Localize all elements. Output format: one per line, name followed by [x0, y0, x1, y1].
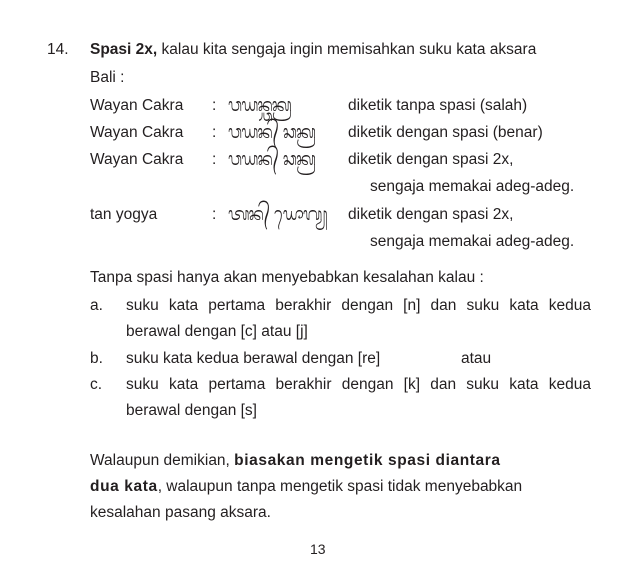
heading-line-2: Bali : — [90, 69, 125, 86]
example-note: diketik dengan spasi 2x, — [348, 206, 514, 223]
condition-text-or: atau — [461, 350, 492, 367]
condition-text: suku kata kedua berawal dengan [re] — [126, 350, 381, 367]
closing-line-3: kesalahan pasang aksara. — [90, 504, 271, 521]
example-balinese: ᬢᬦ᭄ ᬬᭀᬕ᭄ᬬ — [228, 204, 327, 225]
example-balinese: ᬯᬬᬦ᭄ᬘᬓ᭄ᬭ — [228, 95, 291, 116]
closing-post: , walaupun tanpa mengetik spasi tidak menyebabkan — [157, 478, 523, 495]
closing-emphasis-1: biasakan mengetik spasi diantara — [234, 452, 501, 469]
closing-line-1 — [90, 452, 501, 470]
page-number: 13 — [310, 541, 326, 557]
closing-pre: Walaupun demikian, — [90, 452, 235, 469]
heading-line — [90, 41, 536, 59]
item-number: 14. — [47, 41, 69, 58]
condition-letter: c. — [90, 376, 103, 393]
example-latin: Wayan Cakra — [90, 151, 184, 168]
example-note: diketik tanpa spasi (salah) — [348, 97, 528, 114]
example-latin: Wayan Cakra — [90, 97, 184, 114]
heading-text: kalau kita sengaja ingin memisahkan suku kata aksara — [157, 41, 537, 58]
condition-text-2: berawal dengan [c] atau [j] — [126, 323, 308, 340]
example-note-2: sengaja memakai adeg-adeg. — [370, 233, 575, 250]
example-note-2: sengaja memakai adeg-adeg. — [370, 178, 575, 195]
heading-term: Spasi 2x, — [90, 41, 158, 58]
condition-text: suku kata pertama berakhir dengan [n] dan suku kata kedua — [126, 297, 591, 314]
example-colon: : — [212, 124, 217, 141]
condition-text: suku kata pertama berakhir dengan [k] dan suku kata kedua — [126, 376, 591, 393]
intro-text: Tanpa spasi hanya akan menyebabkan kesalahan kalau : — [90, 269, 484, 286]
example-balinese: ᬯᬬᬦ᭄ ᬘᬓ᭄ᬭ — [228, 149, 316, 170]
example-latin: Wayan Cakra — [90, 124, 184, 141]
closing-line-2 — [90, 478, 522, 496]
example-colon: : — [212, 206, 217, 223]
example-latin: tan yogya — [90, 206, 158, 223]
example-note: diketik dengan spasi (benar) — [348, 124, 543, 141]
example-colon: : — [212, 151, 217, 168]
condition-letter: a. — [90, 297, 103, 314]
example-colon: : — [212, 97, 217, 114]
closing-emphasis-2: dua kata — [90, 478, 158, 495]
condition-text-2: berawal dengan [s] — [126, 402, 257, 419]
example-note: diketik dengan spasi 2x, — [348, 151, 514, 168]
example-balinese: ᬯᬬᬦ᭄ ᬘᬓ᭄ᬭ — [228, 122, 316, 143]
condition-letter: b. — [90, 350, 103, 367]
